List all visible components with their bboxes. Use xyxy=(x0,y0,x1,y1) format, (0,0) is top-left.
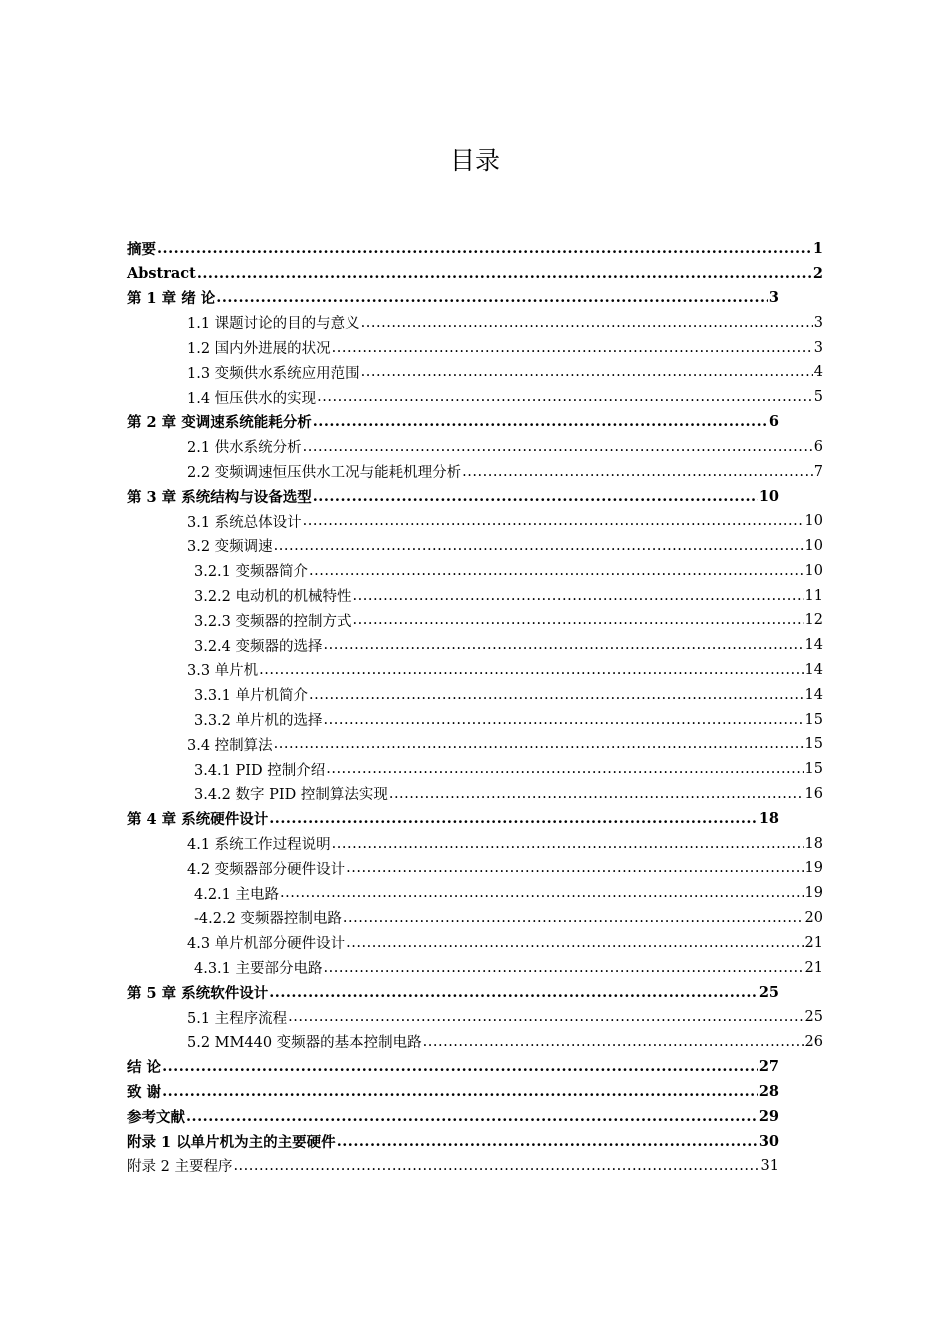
toc-entry-page-number: 20 xyxy=(804,909,823,926)
toc-entry-page-number: 15 xyxy=(804,711,823,728)
toc-entry-label: 1.1 课题讨论的目的与意义 xyxy=(187,316,360,333)
toc-entry-label: 3.4.1 PID 控制介绍 xyxy=(194,762,326,779)
toc-entry[interactable] xyxy=(194,782,823,807)
table-of-contents xyxy=(0,236,950,1178)
toc-entry[interactable] xyxy=(127,1104,779,1129)
toc-entry[interactable] xyxy=(194,633,823,658)
toc-entry-label: 第 2 章 变调速系统能耗分析 xyxy=(127,414,312,432)
toc-entry-page-number: 2 xyxy=(812,264,823,282)
toc-entry-page-number: 1 xyxy=(812,239,823,257)
page-title: 目录 xyxy=(449,146,500,175)
dot-leader xyxy=(324,637,804,653)
toc-entry-label: 结 论 xyxy=(127,1059,162,1077)
dot-leader xyxy=(186,1108,758,1125)
toc-entry[interactable] xyxy=(187,658,823,683)
toc-entry[interactable] xyxy=(187,1005,823,1030)
toc-entry[interactable] xyxy=(127,261,823,286)
dot-leader xyxy=(337,1133,758,1150)
toc-entry-page-number: 31 xyxy=(760,1157,779,1174)
toc-entry-label: 5.2 MM440 变频器的基本控制电路 xyxy=(187,1035,422,1052)
toc-entry[interactable] xyxy=(127,806,779,831)
toc-entry-label: 附录 2 主要程序 xyxy=(127,1159,233,1176)
toc-entry-label: 4.2.1 主电路 xyxy=(194,886,280,903)
toc-entry-label: 3.2.3 变频器的控制方式 xyxy=(194,613,352,630)
dot-leader xyxy=(309,687,804,703)
toc-entry-page-number: 21 xyxy=(804,934,823,951)
toc-entry-page-number: 10 xyxy=(758,487,779,505)
toc-entry-label: 2.2 变频调速恒压供水工况与能耗机理分析 xyxy=(187,465,462,482)
toc-entry[interactable] xyxy=(127,1054,779,1079)
toc-entry-page-number: 21 xyxy=(804,959,823,976)
dot-leader xyxy=(216,289,768,306)
toc-entry-page-number: 29 xyxy=(758,1107,779,1125)
toc-entry-page-number: 10 xyxy=(804,513,823,530)
toc-entry[interactable] xyxy=(187,831,823,856)
toc-entry[interactable] xyxy=(127,236,823,261)
dot-leader xyxy=(233,1158,759,1174)
toc-entry-label: -4.2.2 变频器控制电路 xyxy=(194,911,342,928)
toc-entry-page-number: 25 xyxy=(804,1009,823,1026)
dot-leader xyxy=(353,588,804,604)
toc-entry[interactable] xyxy=(187,385,823,410)
dot-leader xyxy=(303,513,804,529)
toc-entry-page-number: 27 xyxy=(758,1058,779,1076)
toc-entry[interactable] xyxy=(187,335,823,360)
toc-entry[interactable] xyxy=(127,410,779,435)
toc-entry-page-number: 5 xyxy=(813,389,823,406)
toc-entry-label: 第 3 章 系统结构与设备选型 xyxy=(127,488,312,506)
toc-entry[interactable] xyxy=(187,732,823,757)
toc-entry-page-number: 19 xyxy=(804,860,823,877)
toc-entry-label: 3.2.2 电动机的机械特性 xyxy=(194,589,352,606)
toc-entry[interactable] xyxy=(127,484,779,509)
toc-entry[interactable] xyxy=(194,906,823,931)
toc-entry-page-number: 18 xyxy=(758,810,779,828)
dot-leader xyxy=(274,538,804,554)
toc-entry[interactable] xyxy=(194,881,823,906)
toc-entry[interactable] xyxy=(127,286,779,311)
toc-entry-label: 3.3.2 单片机的选择 xyxy=(194,713,323,730)
dot-leader xyxy=(280,885,804,901)
toc-entry[interactable] xyxy=(187,360,823,385)
toc-entry-page-number: 3 xyxy=(813,339,823,356)
toc-entry[interactable] xyxy=(194,707,823,732)
dot-leader xyxy=(313,413,768,430)
dot-leader xyxy=(353,612,804,628)
toc-entry[interactable] xyxy=(127,1129,779,1154)
toc-entry-label: 3.3 单片机 xyxy=(187,663,259,680)
toc-entry[interactable] xyxy=(187,459,823,484)
toc-entry[interactable] xyxy=(127,1079,779,1104)
toc-entry-page-number: 26 xyxy=(804,1033,823,1050)
toc-entry-page-number: 12 xyxy=(804,612,823,629)
toc-entry-page-number: 19 xyxy=(804,885,823,902)
dot-leader xyxy=(309,563,804,579)
dot-leader xyxy=(332,836,804,852)
toc-entry[interactable] xyxy=(187,509,823,534)
dot-leader xyxy=(462,464,813,480)
toc-entry-page-number: 15 xyxy=(804,736,823,753)
toc-entry-label: 第 1 章 绪 论 xyxy=(127,290,216,308)
dot-leader xyxy=(313,488,758,505)
toc-entry-label: 第 5 章 系统软件设计 xyxy=(127,984,269,1002)
dot-leader xyxy=(162,1083,758,1100)
toc-entry-label: 1.3 变频供水系统应用范围 xyxy=(187,365,360,382)
toc-entry-page-number: 3 xyxy=(768,289,779,307)
toc-entry-label: 4.2 变频器部分硬件设计 xyxy=(187,861,346,878)
dot-leader xyxy=(361,315,813,331)
dot-leader xyxy=(269,984,758,1001)
dot-leader xyxy=(346,860,803,876)
toc-entry-page-number: 14 xyxy=(804,661,823,678)
dot-leader xyxy=(423,1034,804,1050)
toc-entry-page-number: 15 xyxy=(804,761,823,778)
toc-entry[interactable] xyxy=(194,583,823,608)
dot-leader xyxy=(157,240,812,257)
toc-entry-label: 摘要 xyxy=(127,240,156,258)
toc-entry-label: 附录 1 以单片机为主的主要硬件 xyxy=(127,1133,336,1151)
toc-entry-label: 3.3.1 单片机简介 xyxy=(194,688,309,705)
toc-entry[interactable] xyxy=(187,310,823,335)
toc-entry-page-number: 25 xyxy=(758,983,779,1001)
toc-entry[interactable] xyxy=(194,757,823,782)
toc-entry-page-number: 6 xyxy=(813,438,823,455)
toc-entry-label: 5.1 主程序流程 xyxy=(187,1010,288,1027)
toc-entry-label: 致 谢 xyxy=(127,1083,162,1101)
toc-entry-page-number: 30 xyxy=(758,1132,779,1150)
toc-entry-label: 第 4 章 系统硬件设计 xyxy=(127,811,269,829)
toc-entry-label: 4.3 单片机部分硬件设计 xyxy=(187,936,346,953)
toc-entry-page-number: 11 xyxy=(804,587,823,604)
toc-entry-label: 4.1 系统工作过程说明 xyxy=(187,837,331,854)
toc-entry-page-number: 10 xyxy=(804,537,823,554)
toc-entry[interactable] xyxy=(127,980,779,1005)
dot-leader xyxy=(389,786,804,802)
toc-entry-label: 参考文献 xyxy=(127,1108,185,1126)
dot-leader xyxy=(346,935,803,951)
toc-entry[interactable] xyxy=(187,856,823,881)
toc-entry[interactable] xyxy=(194,955,823,980)
toc-entry-label: 3.2.1 变频器简介 xyxy=(194,564,309,581)
toc-entry-label: Abstract xyxy=(127,264,196,282)
toc-entry[interactable] xyxy=(127,1153,779,1178)
dot-leader xyxy=(317,389,813,405)
dot-leader xyxy=(197,265,812,282)
dot-leader xyxy=(324,712,804,728)
toc-entry-label: 3.2 变频调速 xyxy=(187,539,273,556)
dot-leader xyxy=(162,1058,758,1075)
toc-entry-label: 1.4 恒压供水的实现 xyxy=(187,390,317,407)
dot-leader xyxy=(324,960,804,976)
toc-entry[interactable] xyxy=(187,434,823,459)
toc-entry-page-number: 16 xyxy=(804,785,823,802)
toc-entry[interactable] xyxy=(194,558,823,583)
toc-entry[interactable] xyxy=(187,534,823,559)
toc-entry-page-number: 14 xyxy=(804,686,823,703)
toc-entry-page-number: 6 xyxy=(768,413,779,431)
toc-entry-label: 2.1 供水系统分析 xyxy=(187,440,302,457)
toc-entry[interactable] xyxy=(187,1030,823,1055)
toc-entry-page-number: 3 xyxy=(813,314,823,331)
dot-leader xyxy=(326,761,803,777)
toc-entry-label: 3.2.4 变频器的选择 xyxy=(194,638,323,655)
dot-leader xyxy=(259,662,803,678)
toc-entry-label: 3.1 系统总体设计 xyxy=(187,514,302,531)
dot-leader xyxy=(361,364,813,380)
dot-leader xyxy=(303,439,813,455)
dot-leader xyxy=(288,1009,803,1025)
toc-entry[interactable] xyxy=(194,682,823,707)
dot-leader xyxy=(343,910,804,926)
toc-entry-label: 4.3.1 主要部分电路 xyxy=(194,961,323,977)
dot-leader xyxy=(274,736,804,752)
toc-entry-label: 1.2 国内外进展的状况 xyxy=(187,341,331,358)
dot-leader xyxy=(332,340,813,356)
toc-entry-page-number: 4 xyxy=(813,364,823,381)
toc-entry-page-number: 14 xyxy=(804,637,823,654)
toc-entry[interactable] xyxy=(187,930,823,955)
toc-entry-page-number: 28 xyxy=(758,1082,779,1100)
toc-entry-label: 3.4.2 数字 PID 控制算法实现 xyxy=(194,787,388,804)
toc-entry-label: 3.4 控制算法 xyxy=(187,737,273,754)
toc-entry-page-number: 7 xyxy=(813,463,823,480)
toc-entry-page-number: 18 xyxy=(804,835,823,852)
toc-entry[interactable] xyxy=(194,608,823,633)
dot-leader xyxy=(269,810,758,827)
toc-entry-page-number: 10 xyxy=(804,562,823,579)
